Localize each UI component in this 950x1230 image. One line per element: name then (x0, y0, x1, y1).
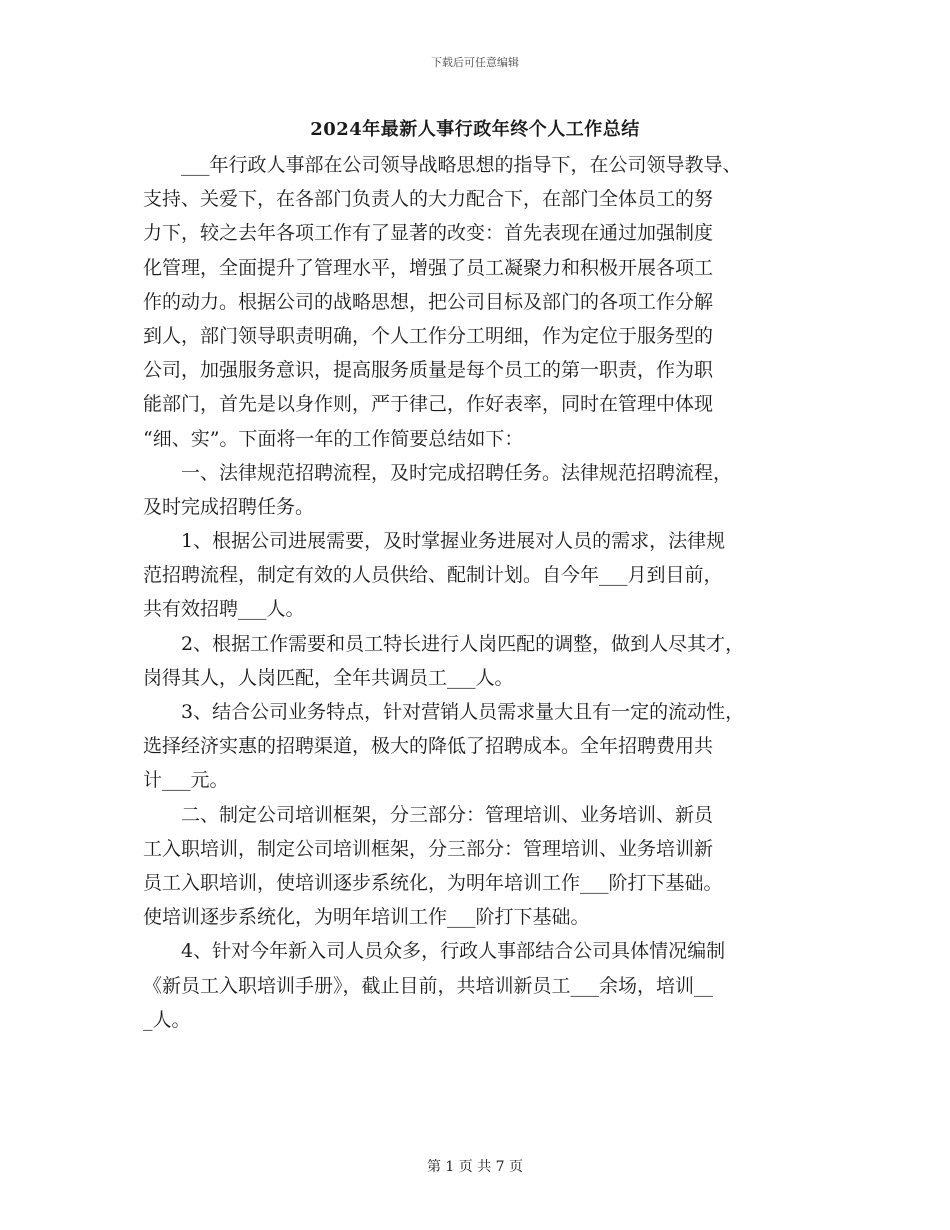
body-line: 作的动力。根据公司的战略思想，把公司目标及部门的各项工作分解 (143, 290, 714, 313)
body-line: 范招聘流程，制定有效的人员供给、配制计划。自今年___月到目前， (143, 564, 723, 587)
body-line: 《新员工入职培训手册》，截止目前，共培训新员工___余场，培训__ (143, 974, 714, 997)
body-line: 到人，部门领导职责明确，个人工作分工明细，作为定位于服务型的 (143, 324, 714, 347)
body-line: _人。 (143, 1008, 191, 1031)
list-item-2: 2、根据工作需要和员工特长进行人岗匹配的调整，做到人尽其才， (181, 632, 745, 655)
body-line: 选择经济实惠的招聘渠道，极大的降低了招聘成本。全年招聘费用共 (143, 735, 714, 758)
section-heading-1: 一、法律规范招聘流程，及时完成招聘任务。法律规范招聘流程， (181, 461, 733, 484)
body-line: 计___元。 (143, 769, 229, 792)
list-item-1: 1、根据公司进展需要，及时掌握业务进展对人员的需求，法律规 (181, 530, 726, 553)
body-line: 公司，加强服务意识，提高服务质量是每个员工的第一职责，作为职 (143, 359, 714, 382)
body-line: 员工入职培训，使培训逐步系统化，为明年培训工作___阶打下基础。 (143, 871, 723, 894)
document-title: 2024年最新人事行政年终个人工作总结 (310, 119, 640, 140)
body-line: “细、实”。下面将一年的工作简要总结如下： (143, 427, 524, 450)
body-line: 化管理，全面提升了管理水平，增强了员工凝聚力和积极开展各项工 (143, 256, 714, 279)
document-body (143, 148, 833, 1037)
body-line: 支持、关爱下，在各部门负责人的大力配合下，在部门全体员工的努 (143, 188, 714, 211)
list-item-4: 4、针对今年新入司人员众多，行政人事部结合公司具体情况编制 (181, 940, 726, 963)
list-item-3: 3、结合公司业务特点，针对营销人员需求量大且有一定的流动性， (181, 701, 745, 723)
section-heading-2: 二、制定公司培训框架，分三部分：管理培训、业务培训、新员 (181, 803, 714, 826)
body-line: ___年行政人事部在公司领导战略思想的指导下，在公司领导教导、 (181, 154, 742, 176)
body-line: 力下，较之去年各项工作有了显著的改变：首先表现在通过加强制度 (143, 222, 714, 245)
body-line: 岗得其人，人岗匹配，全年共调员工___人。 (143, 666, 514, 689)
body-line: 使培训逐步系统化，为明年培训工作___阶打下基础。 (143, 906, 590, 929)
body-line: 及时完成招聘任务。 (143, 495, 315, 518)
header-note: 下载后可任意编辑 (431, 56, 519, 69)
body-line: 能部门，首先是以身作则，严于律己，作好表率，同时在管理中体现 (143, 393, 714, 416)
page-number: 第 1 页 共 7 页 (426, 1159, 524, 1175)
body-line: 工入职培训，制定公司培训框架，分三部分：管理培训、业务培训新 (143, 837, 714, 860)
body-line: 共有效招聘___人。 (143, 598, 305, 621)
